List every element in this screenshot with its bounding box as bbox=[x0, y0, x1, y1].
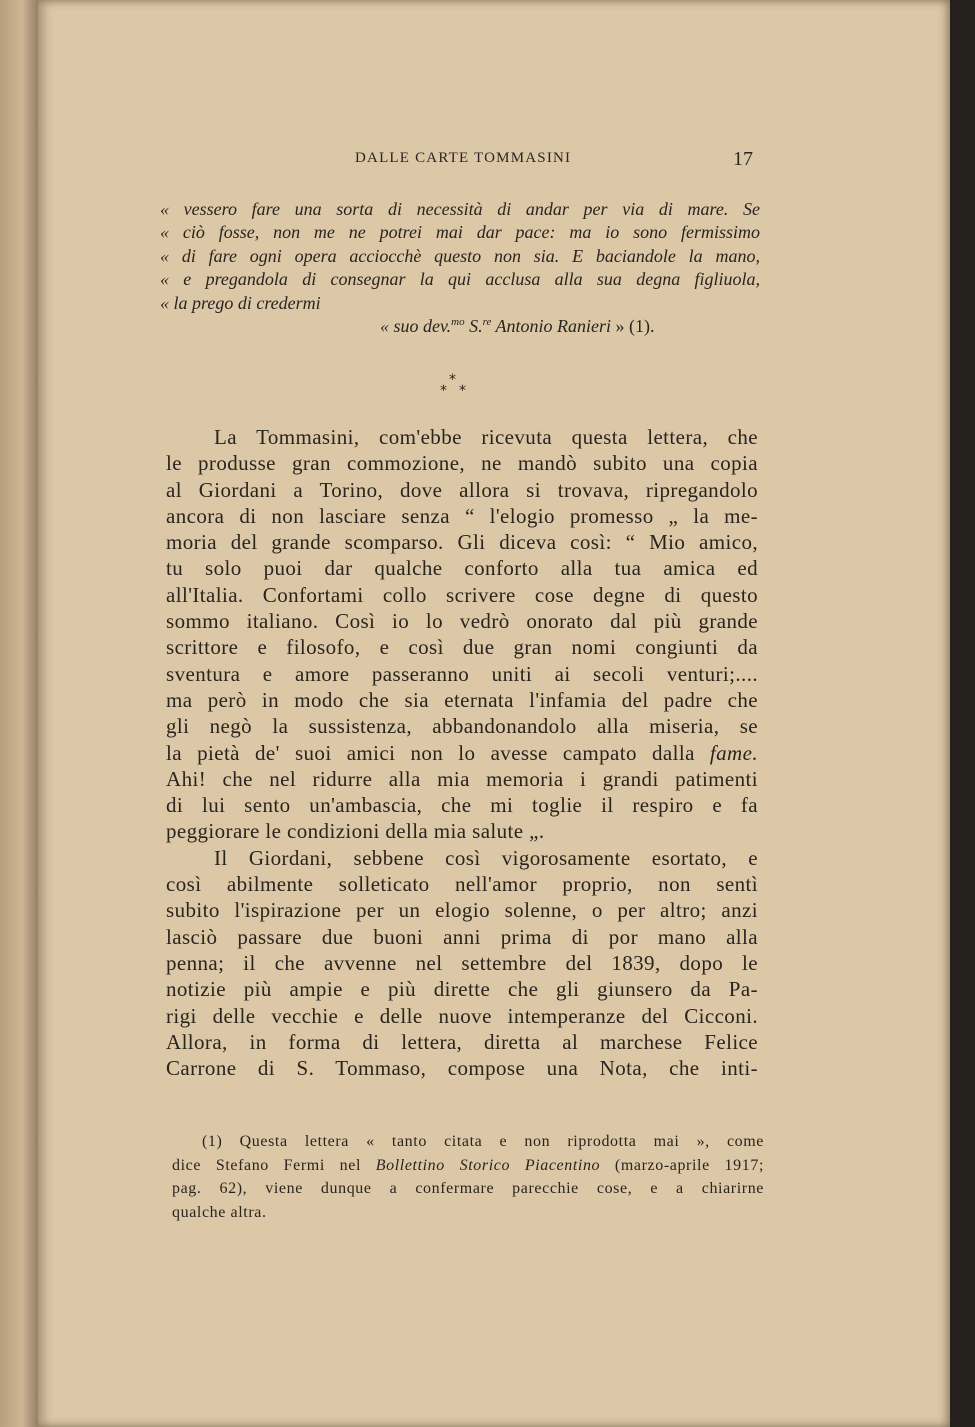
facing-page-edge bbox=[0, 0, 40, 1427]
body-line: gli negò la sussistenza, abbandonandolo alla miseria, se bbox=[166, 714, 758, 739]
quoted-letter bbox=[160, 198, 760, 315]
body-line: moria del grande scomparso. Gli diceva così: “ Mio amico, bbox=[166, 530, 758, 555]
quote-line: « la prego di credermi bbox=[160, 292, 321, 313]
quote-line: « vessero fare una sorta di necessità di andar per via di mare. Se bbox=[160, 199, 760, 219]
signature-open: « suo dev. bbox=[380, 316, 452, 336]
footnote-line: pag. 62), viene dunque a confermare parecchie cose, e a chiarirne bbox=[172, 1180, 764, 1197]
body-line-text: la pietà de' suoi amici non lo avesse campato dalla bbox=[166, 740, 710, 765]
scan-background bbox=[950, 0, 975, 1427]
footnote-text: (marzo-aprile 1917; bbox=[600, 1156, 764, 1174]
footnote-line: qualche altra. bbox=[172, 1203, 267, 1221]
body-line: Ahi! che nel ridurre alla mia memoria i grandi patimenti bbox=[166, 766, 758, 791]
body-line: le produsse gran commozione, ne mandò subito una copia bbox=[166, 451, 758, 476]
italic-word: fame. bbox=[709, 740, 758, 765]
letter-signature bbox=[380, 316, 655, 337]
signature-title: S. bbox=[464, 316, 483, 336]
body-line bbox=[166, 740, 758, 766]
body-line: al Giordani a Torino, dove allora si trovava, ripregandolo bbox=[166, 477, 758, 502]
signature-close: » (1). bbox=[611, 316, 655, 336]
signature-sup: re bbox=[482, 316, 492, 328]
footnote-line: (1) Questa lettera « tanto citata e non riprodotta mai », come bbox=[202, 1133, 764, 1150]
body-line: peggiorare le condizioni della mia salute „. bbox=[166, 819, 545, 844]
asterisk: * bbox=[449, 372, 456, 388]
body-line: Il Giordani, sebbene così vigorosamente esortato, e bbox=[214, 845, 758, 870]
body-line: rigi delle vecchie e delle nuove intemperanze del Cicconi. bbox=[166, 1003, 758, 1028]
asterism-separator bbox=[440, 372, 470, 402]
body-line: La Tommasini, com'ebbe ricevuta questa lettera, che bbox=[214, 425, 758, 449]
footnote bbox=[172, 1130, 764, 1224]
body-line: subito l'ispirazione per un elogio solenne, o per altro; anzi bbox=[166, 898, 758, 923]
running-title: DALLE CARTE TOMMASINI bbox=[355, 150, 572, 166]
body-line: scrittore e filosofo, e così due gran nomi congiunti da bbox=[166, 635, 758, 660]
body-line: Carrone di S. Tommaso, compose una Nota, che inti- bbox=[166, 1056, 758, 1081]
signature-sup: mo bbox=[451, 316, 465, 328]
body-line: notizie più ampie e più dirette che gli giunsero da Pa- bbox=[166, 977, 758, 1002]
body-line: di lui sento un'ambascia, che mi toglie il respiro e fa bbox=[166, 793, 758, 818]
quote-line: « e pregandola di consegnar la qui acclusa alla sua degna figliuola, bbox=[160, 269, 760, 290]
signature-name: Antonio Ranieri bbox=[491, 316, 612, 336]
body-line: ma però in modo che sia eternata l'infamia del padre che bbox=[166, 687, 758, 712]
body-line: Allora, in forma di lettera, diretta al marchese Felice bbox=[166, 1029, 758, 1054]
quote-line: « di fare ogni opera acciocchè questo non sia. E baciandole la mano, bbox=[160, 245, 760, 266]
body-line: tu solo puoi dar qualche conforto alla tua amica ed bbox=[166, 556, 758, 581]
quote-line: « ciò fosse, non me ne potrei mai dar pace: ma io sono fermissimo bbox=[160, 222, 760, 243]
page-number: 17 bbox=[733, 148, 753, 170]
asterisk: * bbox=[440, 383, 447, 399]
body-line: lasciò passare due buoni anni prima di por mano alla bbox=[166, 924, 758, 949]
body-line: sventura e amore passeranno uniti ai secoli venturi;.... bbox=[166, 661, 758, 686]
body-text bbox=[166, 424, 758, 1081]
asterisk: * bbox=[459, 383, 466, 399]
journal-title: Bollettino Storico Piacentino bbox=[375, 1156, 601, 1174]
body-line: così abilmente solleticato nell'amor proprio, non sentì bbox=[166, 872, 758, 897]
footnote-line bbox=[172, 1154, 764, 1178]
body-line: sommo italiano. Così io lo vedrò onorato dal più grande bbox=[166, 609, 758, 634]
body-line: ancora di non lasciare senza “ l'elogio promesso „ la me- bbox=[166, 503, 758, 528]
footnote-text: dice Stefano Fermi nel bbox=[172, 1156, 376, 1174]
body-line: all'Italia. Confortami collo scrivere cose degne di questo bbox=[166, 582, 758, 607]
body-line: penna; il che avvenne nel settembre del 1839, dopo le bbox=[166, 950, 758, 975]
